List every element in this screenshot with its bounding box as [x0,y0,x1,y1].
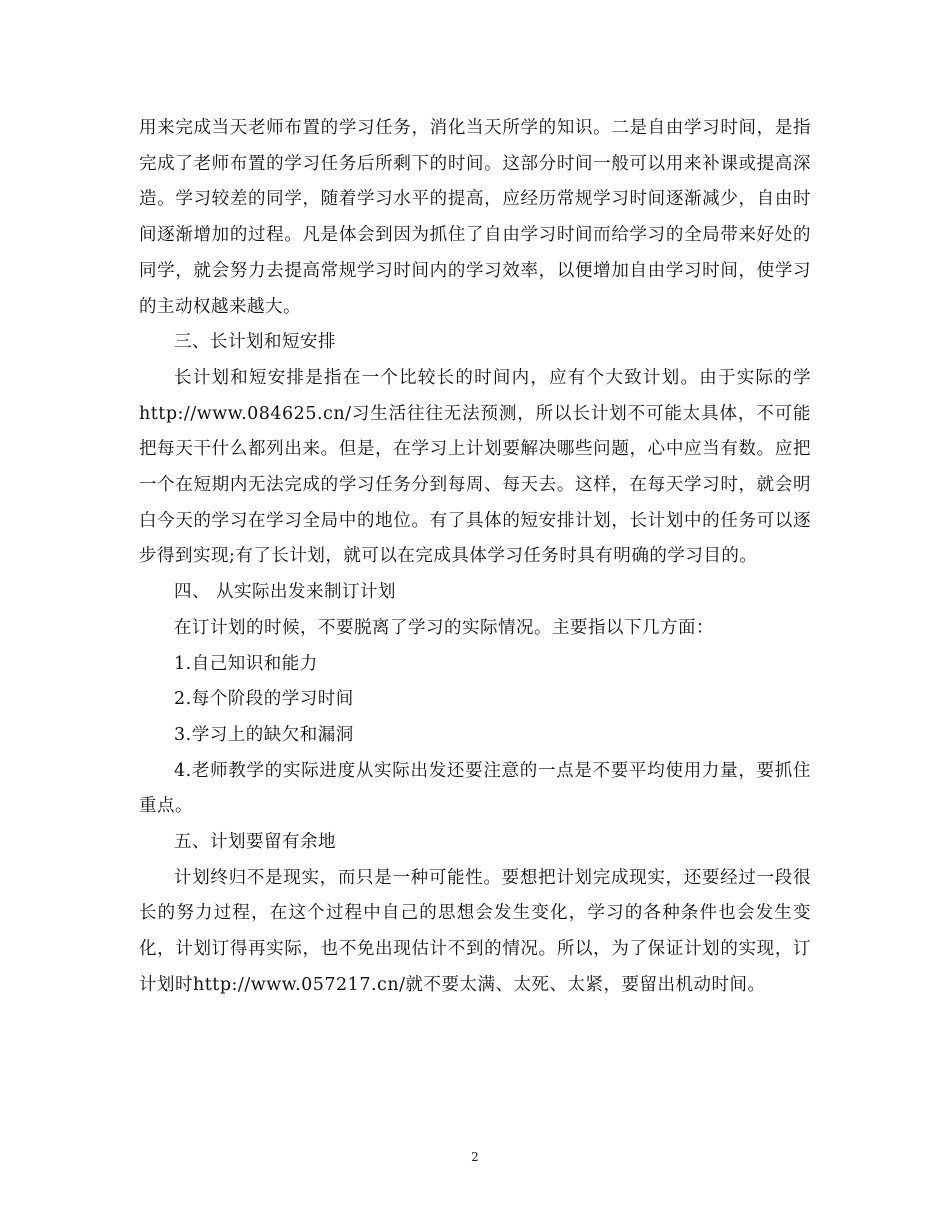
list-item: 4.老师教学的实际进度从实际出发还要注意的一点是不要平均使用力量，要抓住重点。 [139,760,811,817]
paragraph-continued: 用来完成当天老师布置的学习任务，消化当天所学的知识。二是自由学习时间，是指完成了老师布置的学习任务后所剩下的时间。这部分时间一般可以用来补课或提高深造。学习较差的同学，随着学习水平的提高，应经历常规学习时间逐渐减少，自由时间逐渐增加的过程。凡是体会到因为抓住了自由学习时间而给学习的全局带来好处的同学，就会努力去提高常规学习时间内的学习效率，以便增加自由学习时间，使学习的主动权越来越大。 [139,118,811,317]
list-item: 2.每个阶段的学习时间 [174,689,354,710]
section-heading-3: 三、长计划和短安排 [174,332,336,353]
section-4-intro: 在订计划的时候，不要脱离了学习的实际情况。主要指以下几方面： [174,617,714,638]
page-number: 2 [471,1150,479,1164]
section-heading-5: 五、计划要留有余地 [174,832,336,853]
section-5-body: 计划终归不是现实，而只是一种可能性。要想把计划完成现实，还要经过一段很长的努力过程，在这个过程中自己的思想会发生变化，学习的各种条件也会发生变化，计划订得再实际，也不免出现估计不到的情况。所以，为了保证计划的实现，订计划时http://www.057217.cn/就不要太满、太死、太紧，要留出机动时间。 [139,867,811,995]
document-body [139,111,811,1004]
list-item: 3.学习上的缺欠和漏洞 [174,724,354,745]
section-heading-4: 四、 从实际出发来制订计划 [174,582,397,603]
list-item: 1.自己知识和能力 [174,653,318,674]
section-3-body: 长计划和短安排是指在一个比较长的时间内，应有个大致计划。由于实际的学http://www.084625.cn/习生活往往无法预测，所以长计划不可能太具体，不可能把每天干什么都列出来。但是，在学习上计划要解决哪些问题，心中应当有数。应把一个在短期内无法完成的学习任务分到每周、每天去。这样，在每天学习时，就会明白今天的学习在学习全局中的地位。有了具体的短安排计划，长计划中的任务可以逐步得到实现;有了长计划，就可以在完成具体学习任务时具有明确的学习目的。 [139,367,811,567]
